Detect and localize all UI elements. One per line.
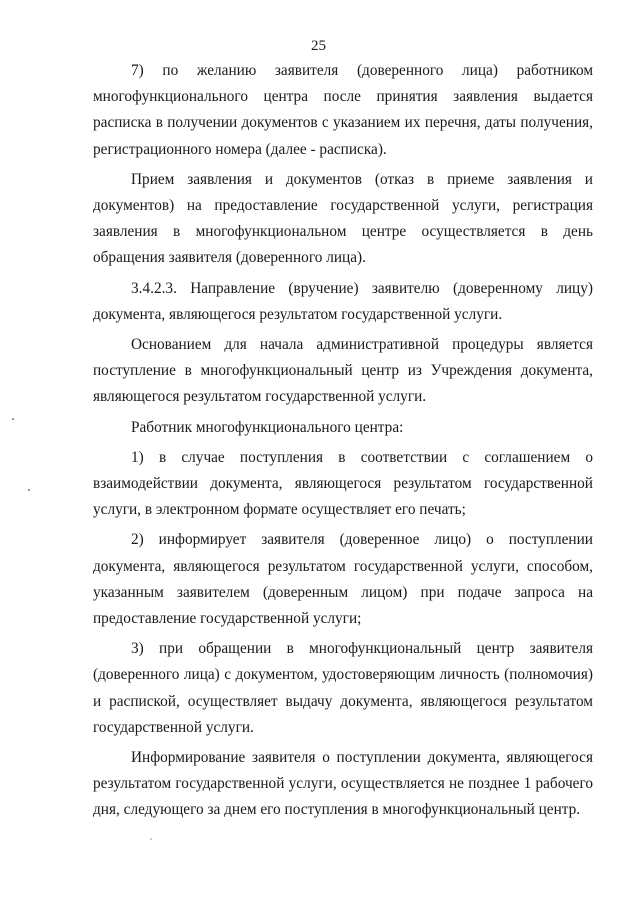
document-body bbox=[93, 58, 593, 828]
scan-speck bbox=[12, 418, 14, 420]
paragraph-reception: Прием заявления и документов (отказ в приеме заявления и документов) на предоставление государственной услуги, регистрация заявления в многофункциональном центре осуществляется в день обращения заявителя (доверенного лица). bbox=[93, 170, 593, 267]
paragraph-informing: Информирование заявителя о поступлении документа, являющегося результатом государственной услуги, осуществляется не позднее 1 рабочего дня, следующего за днем его поступления в многофункциональный центр. bbox=[93, 749, 593, 819]
page-number: 25 bbox=[311, 38, 326, 54]
scan-speck bbox=[28, 489, 30, 491]
paragraph-step-1: 1) в случае поступления в соответствии с соглашением о взаимодействии документа, являющегося результатом государственной услуги, в электронном формате осуществляет его печать; bbox=[93, 448, 593, 519]
paragraph-step-2: 2) информирует заявителя (доверенное лицо) о поступлении документа, являющегося результатом государственной услуги, способом, указанным заявителем (доверенным лицом) при подаче запроса на предоставление государственной услуги; bbox=[93, 531, 593, 628]
paragraph-grounds: Основанием для начала административной процедуры является поступление в многофункциональный центр из Учреждения документа, являющегося результатом государственной услуги. bbox=[93, 336, 593, 406]
paragraph-step-3: 3) при обращении в многофункциональный центр заявителя (доверенного лица) с документом, удостоверяющим личность (полномочия) и распиской, осуществляет выдачу документа, являющегося результатом государственной услуги. bbox=[93, 640, 593, 736]
scan-speck bbox=[150, 838, 152, 840]
paragraph-worker-intro: Работник многофункционального центра: bbox=[131, 418, 404, 436]
paragraph-item-7: 7) по желанию заявителя (доверенного лица) работником многофункционального центра после принятия заявления выдается расписка в получении документов с указанием их перечня, даты получения, регистрационного номера (далее - расписка). bbox=[93, 62, 593, 158]
paragraph-section-3-4-2-3: 3.4.2.3. Направление (вручение) заявителю (доверенному лицу) документа, являющегося результатом государственной услуги. bbox=[93, 279, 593, 323]
